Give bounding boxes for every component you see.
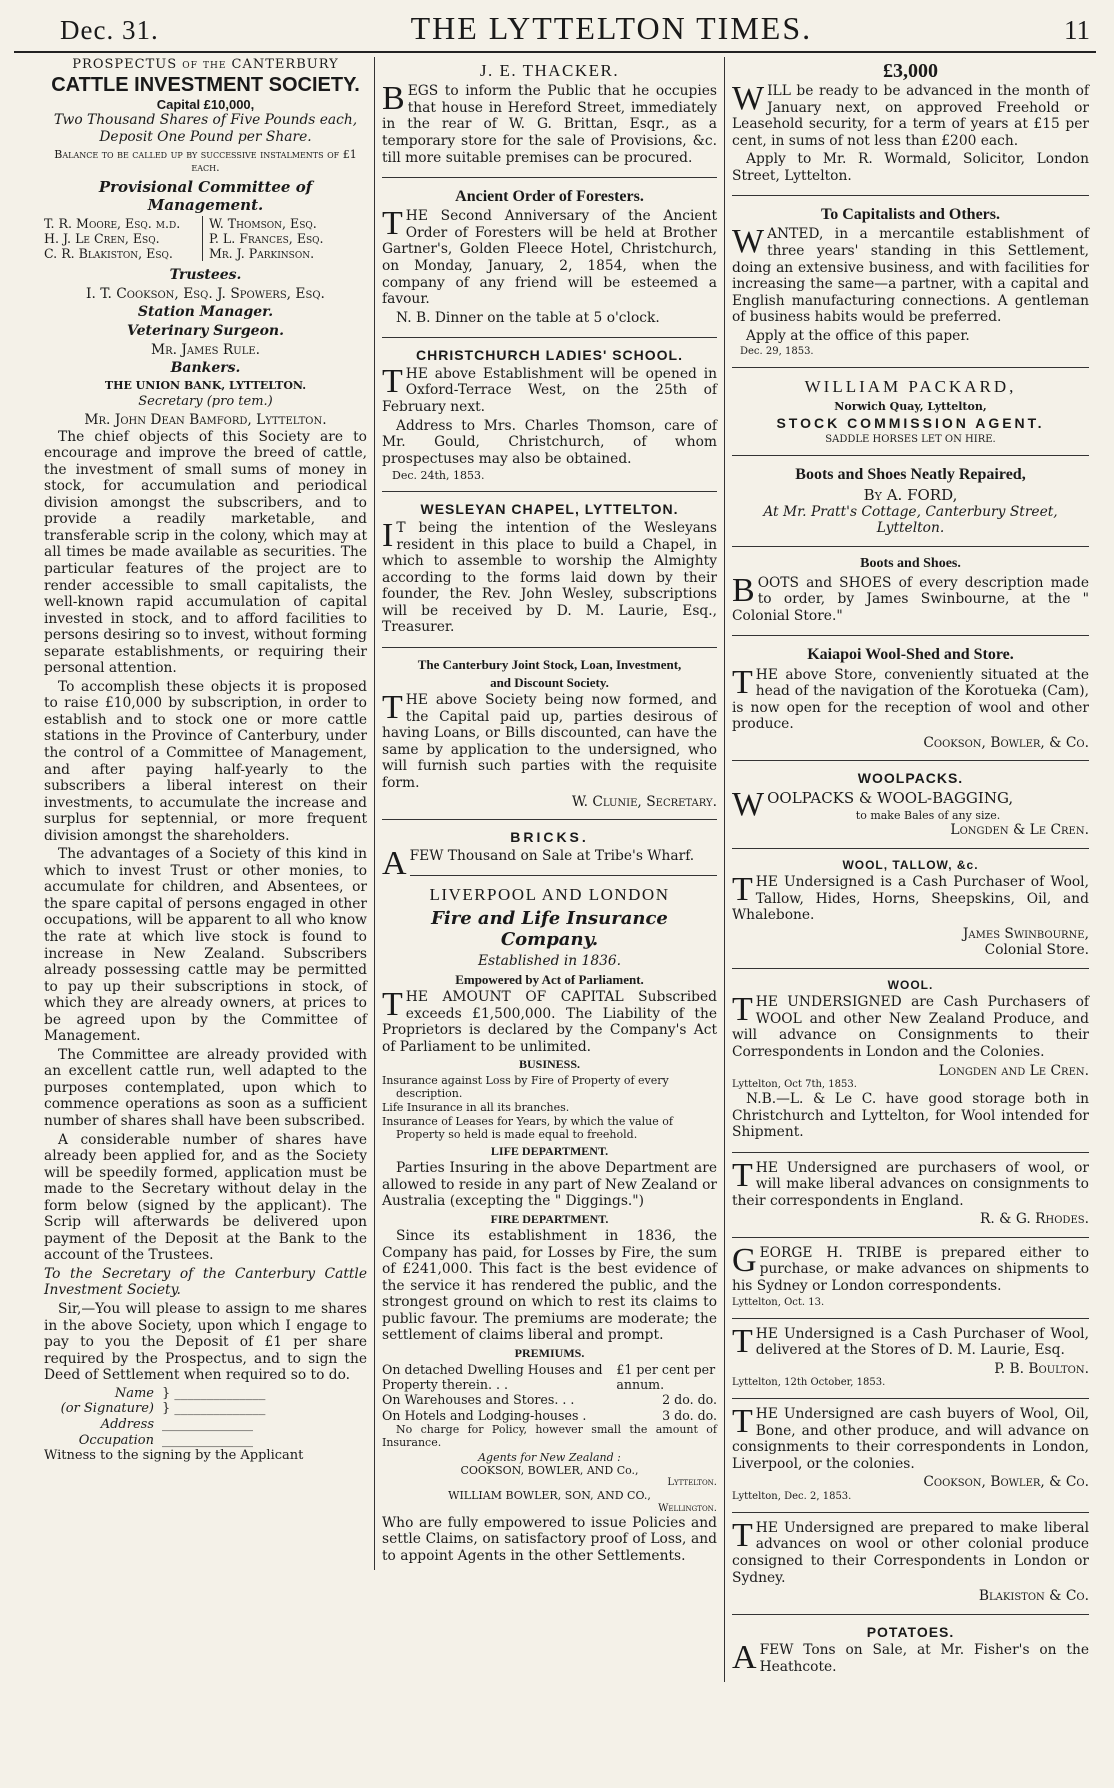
form-body: Sir,—You will please to assign to me shares in the above Society, upon which I engage to pay to you the Deposit of £1 per share required by the Prospectus, and to sign the Deed of Settlement when required so to do. [44, 1301, 367, 1384]
advert-note: SADDLE HORSES LET ON HIRE. [825, 433, 996, 445]
advert-rhodes [732, 1158, 1089, 1232]
section-heading: PREMIUMS. [514, 1345, 585, 1360]
insurance-closing: Who are fully empowered to issue Policies and settle Claims, on satisfactory proof of Loss, and to appoint Agents in the other Settlements. [382, 1514, 717, 1564]
form-field-name: Name } ______________ [114, 1385, 266, 1401]
advert-insurance [382, 881, 717, 1570]
advert-body: BEGS to inform the Public that he occupies that house in Hereford Street, immediately in the rear of W. G. Brittan, Esqr., as a temporary store for the sale of Provisions, &c. till more suitable premises can be procured. [382, 80, 717, 166]
advert-body: Apply to Mr. R. Wormald, Solicitor, London Street, Lyttelton. [732, 151, 1089, 184]
advert-body: THE Undersigned are prepared to make liberal advances on wool or other colonial produce consigned to their Correspondents in London or Sydney. [732, 1516, 1089, 1586]
section-heading: FIRE DEPARTMENT. [490, 1211, 609, 1226]
advert-money [732, 57, 1089, 190]
column-right [724, 57, 1096, 1682]
advert-boulton [732, 1324, 1089, 1394]
advert-tallow [732, 854, 1089, 963]
business-item: Life Insurance in all its branches. [382, 1101, 570, 1115]
advert-heading: WOOL. [887, 977, 934, 992]
advert-heading: POTATOES. [866, 1623, 955, 1640]
advert-address: Norwich Quay, Lyttelton, [834, 399, 987, 413]
advert-body: WOOLPACKS & WOOL-BAGGING, [732, 786, 1014, 824]
advert-bricks [382, 825, 717, 882]
form-field-address: Address ______________ [100, 1416, 253, 1432]
committee-member: P. L. Frances, Esq. [209, 230, 324, 246]
advert-packard [732, 373, 1089, 449]
advert-ladies-school [382, 343, 717, 486]
insurance-established: Established in 1836. [477, 952, 622, 969]
vet-heading: Veterinary Surgeon. [127, 323, 284, 340]
advert-body: THE above Society being now formed, and the Capital paid up, parties desirous of having Loans, or Bills discounted, can have the same by application to the undersigned, who will furnish such parties with the requisite form. [382, 689, 717, 791]
advert-boots-ford [732, 461, 1089, 541]
advert-body: THE above Store, conveniently situated at the head of the navigation of the Korotueka (Cam), is now open for the reception of wool and other produce. [732, 663, 1089, 733]
advert-body: to make Bales of any size. [855, 809, 1001, 823]
committee-member: W. Thomson, Esq. [209, 215, 317, 231]
advert-heading: and Discount Society. [490, 674, 609, 690]
advert-body: THE Second Anniversary of the Ancient Order of Foresters will be held at Brother Gartner's, Golden Fleece Hotel, Christchurch, on Monday, January, 2, 1854, when the company of any friend will be esteemed a favour. [382, 205, 717, 308]
prospectus-paragraph: The chief objects of this Society are to encourage and improve the breed of cattle, the investment of small sums of money in stock, for accumulation and periodical division amongst the subscribers, and to provide a readily marketable, and transferable scrip in the colony, which may at all times be made available as securities. The particular features of the project are to render accessible to small capitalists, the well-known rapid accumulation of capital invested in stock, and to afford facilities to persons desiring so to invest, without forming separate establishments, or requiring their personal attention. [44, 428, 367, 677]
fire-department-text: Since its establishment in 1836, the Company has paid, for Losses by Fire, the sum of £241,000. This fact is the best evidence of the service it has rendered the public, and the strongest ground on which to rest its claims to public favour. The premiums are moderate; the settlement of claims liberal and prompt. [382, 1228, 717, 1344]
shares-line-2: Deposit One Pound per Share. [99, 128, 312, 145]
advert-date: Lyttelton, Dec. 2, 1853. [732, 1490, 852, 1502]
page-number: 11 [1063, 15, 1090, 45]
life-department-text: Parties Insuring in the above Department are allowed to reside in any part of New Zealand or Australia (excepting the " Diggings.") [382, 1160, 717, 1210]
advert-note: N.B.—L. & Le C. have good storage both in Christchurch and Lyttelton, for Wool intended for Shipment. [732, 1091, 1089, 1141]
advert-body: WILL be ready to be advanced in the month of January next, on approved Freehold or Leasehold security, for a term of years at £15 per cent, in sums of not less than £200 each. [732, 80, 1089, 149]
advert-date: Lyttelton, 12th October, 1853. [732, 1377, 886, 1389]
secretary-heading: Secretary (pro tem.) [138, 394, 273, 410]
agent-name: WILLIAM BOWLER, SON, AND CO., [448, 1489, 651, 1503]
balance-note: Balance to be called up by successive instalments of £1 each. [54, 148, 357, 175]
business-item: Insurance against Loss by Fire of Property of every description. [382, 1073, 669, 1100]
advert-by: By A. FORD, [863, 485, 958, 504]
committee-member: H. J. Le Cren, Esq. [44, 230, 160, 246]
advert-body: THE Undersigned are purchasers of wool, or will make liberal advances on consignments to their correspondents in England. [732, 1156, 1089, 1209]
advert-body: THE Undersigned is a Cash Purchaser of Wool, delivered at the Stores of D. M. Laurie, Esq. [732, 1322, 1089, 1360]
advert-signature: James Swinbourne, [962, 925, 1089, 942]
shares-line-1: Two Thousand Shares of Five Pounds each, [53, 112, 358, 129]
advert-note: N. B. Dinner on the table at 5 o'clock. [396, 309, 660, 326]
issue-date: Dec. 31. [60, 15, 159, 45]
bank-name: THE UNION BANK, LYTTELTON. [104, 379, 307, 393]
advert-blakiston [732, 1518, 1089, 1609]
advert-body: WANTED, in a mercantile establishment of three years' standing in this Settlement, doing an extensive business, and with facilities for increasing the same—a partner, with a capital and English manufacturing connections. A gentleman of business habits would be preferred. [732, 223, 1089, 326]
form-field-occupation: Occupation ______________ [78, 1432, 253, 1448]
advert-body: Apply at the office of this paper. [746, 327, 970, 344]
advert-signature: P. B. Boulton. [994, 1360, 1089, 1377]
insurance-empowered: Empowered by Act of Parliament. [455, 971, 644, 987]
advert-signature: Longden and Le Cren. [938, 1062, 1089, 1079]
advert-heading: Kaiapoi Wool-Shed and Store. [807, 646, 1014, 664]
station-manager-heading: Station Manager. [137, 304, 274, 321]
advert-body: THE above Establishment will be opened in Oxford-Terrace West, on the 25th of February next. [382, 362, 717, 416]
advert-heading: Fire and Life Insurance Company. [431, 907, 668, 951]
advert-woolpacks [732, 766, 1089, 843]
society-title: CATTLE INVESTMENT SOCIETY. [51, 73, 360, 96]
advert-heading: J. E. THACKER. [479, 61, 620, 80]
advert-heading: £3,000 [883, 60, 938, 82]
advert-date: Dec. 24th, 1853. [392, 469, 485, 483]
premium-row: On Hotels and Lodging-houses . 3 do. do. [382, 1407, 717, 1423]
advert-boots-swinbourne [732, 552, 1089, 630]
advert-body: BOOTS and SHOES of every description made to order, by James Swinbourne, at the " Colonial Store." [732, 571, 1089, 624]
agent-location: Wellington. [658, 1502, 717, 1514]
committee-heading: Provisional Committee of Management. [98, 177, 313, 214]
committee-member: Mr. J. Parkinson. [209, 245, 315, 261]
form-witness: Witness to the signing by the Applicant [44, 1448, 304, 1464]
masthead [14, 10, 1096, 53]
prospectus-paragraph: A considerable number of shares have already been applied for, and as the Society will be speedily formed, application must be made to the Secretary without delay in the form below (signed by the applicant). The Scrip will afterwards be delivered upon payment of the Deposit at the Bank to the account of the Trustees. [44, 1131, 367, 1264]
advert-heading: WOOL, TALLOW, &c. [842, 857, 979, 872]
advert-heading: WOOLPACKS. [857, 770, 964, 787]
no-charge-note: No charge for Policy, however small the amount of Insurance. [382, 1422, 717, 1449]
advert-signature: W. Clunie, Secretary. [571, 793, 717, 810]
prospectus-paragraph: The advantages of a Society of this kind in which to invest Trust or other monies, to accumulate for children, and Absentees, or the spare capital of persons engaged in other occupations, will be apparent to all who know the rate at which live stock is found to increase in New Zealand. Subscribers already possessing cattle may be permitted to pay up their subscriptions in stock, of which they are already owners, at prices to be agreed upon by the Committee of Management. [44, 846, 367, 1045]
advert-potatoes [732, 1620, 1089, 1682]
advert-body: AFEW Thousand on Sale at Tribe's Wharf. [382, 844, 695, 882]
committee-member: T. R. Moore, Esq. m.d. [44, 215, 181, 231]
advert-date: Dec. 29, 1853. [740, 346, 814, 358]
advert-body: IT being the intention of the Wesleyans resident in this place to build a Chapel, in which to assemble to worship the Almighty according to the forms laid down by their founder, the Rev. John Wesley, subscriptions will be received by D. M. Laurie, Esq., Treasurer. [382, 517, 717, 636]
advert-heading: To Capitalists and Others. [821, 206, 1000, 224]
advert-date: Lyttelton, Oct 7th, 1853. [732, 1079, 857, 1091]
advert-capitalists [732, 201, 1089, 362]
advert-signature: Colonial Store. [984, 942, 1089, 959]
trustees-heading: Trustees. [169, 266, 242, 283]
advert-heading: BRICKS. [510, 829, 589, 846]
form-addressee: To the Secretary of the Canterbury Cattle Investment Society. [44, 1265, 367, 1299]
committee-member: C. R. Blakiston, Esq. [44, 245, 173, 261]
agent-location: Lyttelton. [667, 1477, 717, 1489]
advert-date: Lyttelton, Oct. 13. [732, 1296, 825, 1308]
advert-signature: R. & G. Rhodes. [980, 1211, 1089, 1228]
vet-name: Mr. James Rule. [150, 341, 261, 358]
advert-signature: Cookson, Bowler, & Co. [923, 1474, 1089, 1491]
advert-signature: Longden & Le Cren. [950, 822, 1089, 839]
advert-heading: Ancient Order of Foresters. [455, 188, 644, 206]
business-item: Insurance of Leases for Years, by which the value of Property so held is made equal to freehold. [382, 1115, 673, 1142]
secretary-name: Mr. John Dean Bamford, Lyttelton. [84, 412, 327, 429]
advert-wool [732, 974, 1089, 1147]
advert-trade: STOCK COMMISSION AGENT. [776, 414, 1045, 431]
advert-heading: WESLEYAN CHAPEL, LYTTELTON. [420, 501, 679, 518]
advert-body: THE Undersigned is a Cash Purchaser of Wool, Tallow, Hides, Horns, Sheepskins, Oil, and Whalebone. [732, 871, 1089, 924]
advert-heading: LIVERPOOL AND LONDON [429, 885, 670, 905]
advert-heading: WILLIAM PACKARD, [804, 377, 1017, 397]
advert-thacker [382, 57, 717, 172]
advert-cookson [732, 1404, 1089, 1507]
agents-heading: Agents for New Zealand : [478, 1451, 621, 1465]
bankers-heading: Bankers. [170, 360, 241, 377]
advert-body: AFEW Tons on Sale, at Mr. Fisher's on the Heathcote. [732, 1639, 1089, 1677]
advert-heading: Boots and Shoes Neatly Repaired, [795, 465, 1026, 483]
prospectus-line: PROSPECTUS of the CANTERBURY [72, 57, 339, 72]
column-left [14, 57, 374, 1464]
prospectus-paragraph: To accomplish these objects it is proposed to raise £10,000 by subscription, in order to establish and to stock one or more cattle stations in the Province of Canterbury, under the control of a Committee of Management, and after paying half-yearly to the subscribers a liberal interest on their investments, to accumulate the increase and surplus for septennial, or more frequent division amongst the shareholders. [44, 678, 367, 844]
advert-body: Address to Mrs. Charles Thomson, care of Mr. Gould, Christchurch, of whom prospectuses may also be obtained. [382, 417, 717, 467]
column-middle [374, 57, 724, 1570]
advert-joint-stock [382, 653, 717, 814]
advert-body: THE Undersigned are cash buyers of Wool, Oil, Bone, and other produce, and will advance on consignments to their correspondents in London, Liverpool, or the colonies. [732, 1403, 1089, 1472]
insurance-capital: THE AMOUNT OF CAPITAL Subscribed exceeds £1,500,000. The Liability of the Proprietors is declared by the Company's Act of Parliament to be unlimited. [382, 986, 717, 1055]
agent-name: COOKSON, BOWLER, AND Co., [460, 1464, 639, 1478]
advert-signature: Blakiston & Co. [978, 1588, 1089, 1605]
prospectus-paragraph: The Committee are already provided with an excellent cattle run, well adapted to the purposes contemplated, upon which to commence operations as soon as a sufficient number of shares shall have been subscribed. [44, 1046, 367, 1130]
advert-heading: CHRISTCHURCH LADIES' SCHOOL. [416, 347, 683, 364]
advert-foresters [382, 183, 717, 332]
advert-body: GEORGE H. TRIBE is prepared either to purchase, or make advances on shipments to his Sydney or London correspondents. [732, 1241, 1089, 1295]
advert-heading: The Canterbury Joint Stock, Loan, Investment, [417, 657, 682, 673]
advert-body: THE UNDERSIGNED are Cash Purchasers of WOOL and other New Zealand Produce, and will advance on Consignments to their Correspondents in London and the Colonies. [732, 991, 1089, 1060]
capital: Capital £10,000, [156, 96, 255, 112]
premium-row: On Warehouses and Stores. . . 2 do. do. [382, 1392, 717, 1408]
advert-wesleyan [382, 497, 717, 642]
trustees: I. T. Cookson, Esq. J. Spowers, Esq. [86, 285, 325, 302]
form-field-signature: (or Signature) } ______________ [60, 1401, 266, 1417]
section-heading: BUSINESS. [518, 1057, 581, 1072]
advert-kaiapoi [732, 641, 1089, 755]
section-heading: LIFE DEPARTMENT. [490, 1143, 609, 1158]
newspaper-title: THE LYTTELTON TIMES. [410, 10, 813, 46]
committee-list [44, 216, 367, 261]
advert-signature: Cookson, Bowler, & Co. [923, 734, 1089, 751]
advert-tribe [732, 1243, 1089, 1313]
advert-heading: Boots and Shoes. [860, 555, 961, 571]
advert-address: At Mr. Pratt's Cottage, Canterbury Street, Lyttelton. [763, 503, 1058, 537]
premium-row: On detached Dwelling Houses and Property therein. . . £1 per cent per annum. [382, 1362, 716, 1393]
